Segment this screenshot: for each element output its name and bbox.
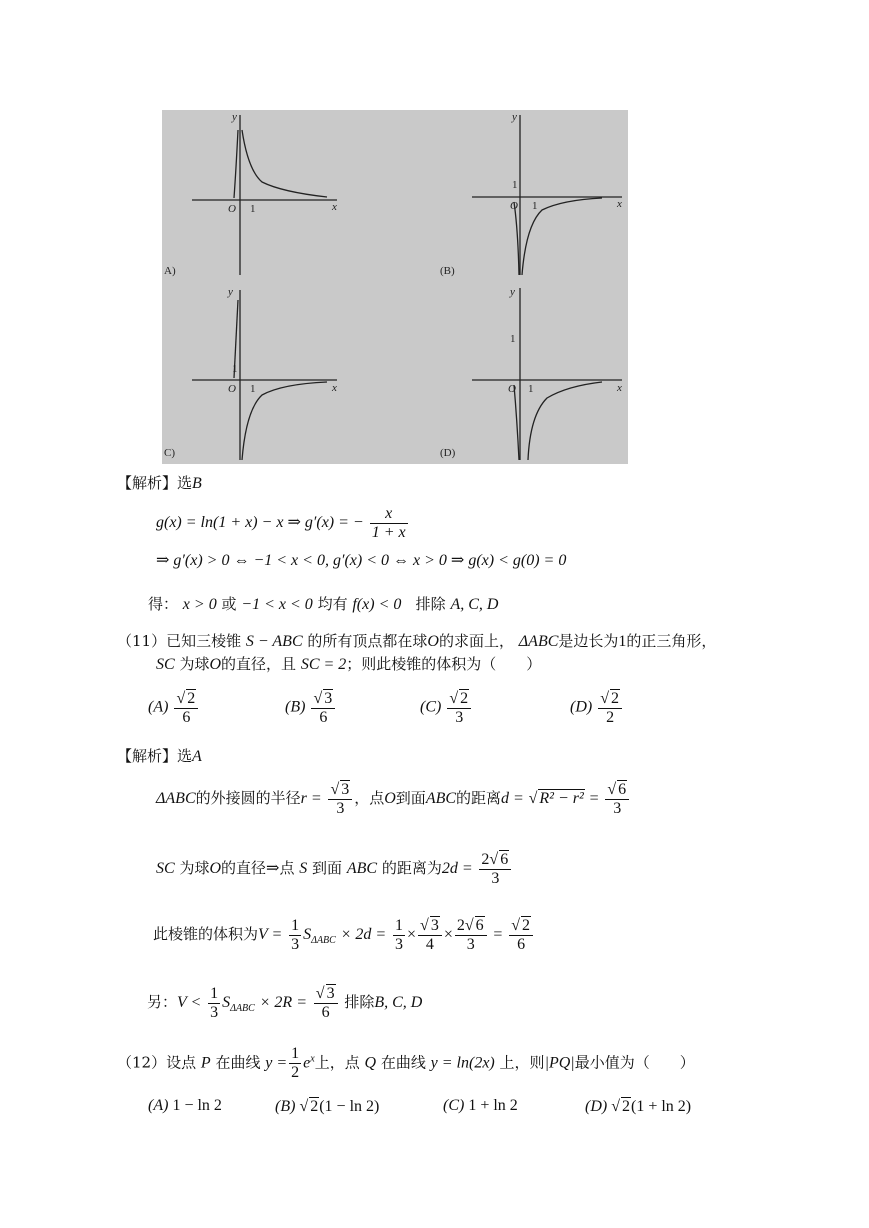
text: 的直径 — [221, 859, 267, 877]
panel-d-label: (D) — [440, 447, 456, 459]
radicand: 3 — [324, 690, 333, 707]
option-text: (1 + ln 2) — [631, 1098, 692, 1115]
text: 的距离为 — [381, 859, 442, 877]
option-label: (B) — [275, 1098, 296, 1115]
text: 点 — [279, 859, 295, 877]
math: × — [443, 926, 453, 943]
math: 2d = — [441, 860, 473, 877]
option-label: (A) — [148, 698, 169, 716]
q12-text: 设点 — [166, 1053, 197, 1072]
radicand: 2 — [611, 690, 619, 707]
analysis1-conclusion — [148, 593, 498, 614]
function-graphs-figure — [162, 110, 628, 464]
radicand: 6 — [618, 781, 627, 798]
panel-d-tick-y: 1 — [510, 333, 516, 345]
fraction-denominator: 2 — [606, 709, 615, 726]
math: O — [384, 790, 396, 807]
radicand: 3 — [341, 781, 350, 798]
q12-math: P — [200, 1054, 211, 1072]
panel-b-x-label: x — [617, 198, 622, 210]
fraction-denominator: 6 — [319, 709, 328, 726]
text: 到面 — [395, 789, 426, 807]
option-fraction — [447, 689, 471, 727]
radicand: 2 — [460, 690, 469, 707]
math: d = — [501, 790, 524, 807]
panel-b-y-label: y — [512, 111, 517, 123]
sqrt-symbol — [316, 985, 325, 1002]
fraction-denominator: 3 — [210, 1003, 219, 1021]
q11-text: 已知三棱锥 — [166, 632, 242, 650]
q12-math: |PQ| — [544, 1054, 575, 1072]
sqrt-symbol — [489, 851, 498, 868]
option-label: (D) — [585, 1098, 608, 1115]
q11-text: 的直径，且 — [221, 655, 297, 673]
fraction-denominator: 1 + x — [371, 524, 406, 541]
fraction — [455, 916, 487, 954]
math: ABC — [425, 790, 457, 807]
q12-math: Q — [364, 1054, 377, 1072]
q11-text: 为球 — [179, 655, 210, 673]
fraction-denominator: 2 — [291, 1064, 300, 1081]
q12-text: 在曲线 — [215, 1053, 261, 1072]
q12-text: 最小值为（ ） — [574, 1053, 695, 1072]
text: 排除 — [344, 993, 375, 1011]
sqrt-symbol — [511, 917, 520, 934]
option-label: (A) — [148, 1097, 169, 1114]
math: O — [209, 860, 222, 877]
text: 为球 — [179, 859, 210, 877]
fraction-denominator: 3 — [455, 709, 464, 726]
q11-text: 是边长为 — [558, 632, 619, 650]
coefficient: 2 — [456, 917, 465, 934]
math: ABC — [346, 860, 378, 877]
q12-text: 在曲线 — [380, 1053, 426, 1072]
q12-math: y = — [265, 1054, 288, 1072]
fraction-numerator: 1 — [291, 1045, 300, 1062]
radicand: 2 — [310, 1098, 319, 1115]
math: V < — [177, 994, 202, 1011]
fraction-denominator: 3 — [466, 936, 475, 953]
fraction — [393, 917, 405, 954]
subscript: ΔABC — [230, 1003, 255, 1014]
sqrt-symbol — [299, 1098, 308, 1115]
text: 此棱锥的体积为 — [153, 925, 259, 943]
panel-c-label: C) — [164, 447, 175, 459]
math: × 2d = — [340, 926, 387, 943]
option-text: 1 − ln 2 — [172, 1097, 222, 1114]
panel-a-curve-right — [242, 130, 327, 197]
fraction-denominator: 6 — [182, 709, 191, 726]
math: ⇒ — [266, 860, 280, 877]
analysis2-heading-line — [117, 745, 202, 766]
fraction-denominator: 3 — [491, 870, 500, 887]
math: × 2R = — [259, 994, 307, 1011]
q12-text: 上，则 — [499, 1053, 545, 1072]
fraction — [314, 984, 338, 1022]
q11-math: O — [427, 633, 439, 650]
q11-option-a[interactable] — [148, 689, 200, 727]
panel-a-graph — [192, 115, 337, 275]
panel-a-curve-left — [234, 130, 238, 198]
fraction-denominator: 3 — [336, 800, 345, 817]
option-fraction — [598, 689, 622, 727]
conclusion-prefix: 得： — [148, 595, 179, 613]
sqrt-symbol — [330, 781, 339, 798]
sqrt-symbol — [465, 917, 474, 934]
radicand: 2 — [187, 690, 196, 707]
fraction-denominator: 6 — [517, 936, 526, 953]
analysis2-line3 — [153, 916, 535, 954]
analysis1-answer: B — [192, 475, 202, 492]
q11-text: 的求面上， — [438, 632, 514, 650]
sqrt-symbol — [313, 690, 322, 707]
panel-a-y-label: y — [232, 111, 237, 123]
analysis1-heading: 【解析】选 — [117, 474, 193, 492]
panel-a-tick: 1 — [250, 203, 256, 215]
analysis1-line1-fraction — [370, 505, 408, 542]
sqrt-symbol — [176, 690, 185, 707]
q11-math: ΔABC — [518, 633, 559, 650]
conclusion-e: 排除 — [415, 595, 446, 613]
panel-d-y-label: y — [510, 286, 515, 298]
panel-d-graph — [472, 288, 622, 460]
math: S — [222, 994, 231, 1011]
conclusion-c: 均有 — [317, 595, 348, 613]
conclusion-d: f(x) < 0 — [352, 596, 402, 613]
radicand: 6 — [500, 851, 509, 868]
fraction — [479, 850, 511, 888]
panel-c-x-label: x — [332, 382, 337, 394]
math: S — [303, 926, 312, 943]
fraction-numerator: 1 — [210, 984, 219, 1002]
graphs-svg — [162, 110, 628, 464]
option-label: (C) — [443, 1097, 465, 1114]
text: 的外接圆的半径 — [195, 789, 301, 807]
math: × — [407, 926, 417, 943]
panel-a-origin: O — [228, 203, 236, 215]
q11-math: SC = 2 — [300, 656, 347, 673]
q11-text: 的所有顶点都在球 — [307, 632, 428, 650]
sqrt-symbol — [600, 690, 609, 707]
fraction-numerator: 1 — [395, 916, 403, 934]
sqrt-symbol — [611, 1098, 620, 1115]
radicand: 3 — [326, 985, 335, 1002]
panel-b-curve-left — [514, 202, 519, 275]
panel-b-graph — [472, 115, 622, 275]
fraction-denominator: 3 — [395, 935, 403, 953]
fraction — [509, 916, 533, 954]
radicand: 6 — [475, 917, 484, 934]
panel-d-curve-right — [528, 382, 602, 460]
fraction-denominator: 3 — [613, 800, 622, 817]
panel-b-label: (B) — [440, 265, 455, 277]
fraction — [328, 780, 352, 818]
q11-option-d[interactable] — [570, 689, 624, 727]
radicand: 2 — [622, 1098, 630, 1115]
panel-b-tick-y: 1 — [512, 179, 518, 191]
option-fraction — [174, 689, 198, 727]
panel-d-tick: 1 — [528, 383, 534, 395]
text: 另： — [147, 993, 178, 1011]
analysis1-line2: ⇒ g′(x) > 0 ⇔ −1 < x < 0, g′(x) < 0 ⇔ x > 0 ⇒ g(x) < g(0) = 0 — [156, 552, 567, 569]
conclusion-or: 或 — [221, 595, 237, 613]
math: B, C, D — [374, 994, 423, 1011]
q12-number: （12） — [117, 1053, 167, 1072]
fraction-denominator: 4 — [425, 936, 434, 953]
analysis1-line1-lhs: g(x) = ln(1 + x) − x ⇒ g′(x) = − — [156, 514, 364, 532]
analysis1-line1 — [156, 505, 410, 542]
q11-line1 — [117, 630, 716, 651]
option-label: (D) — [570, 698, 593, 716]
radicand: R² − r² — [539, 790, 584, 807]
option-fraction — [311, 689, 335, 727]
math: V = — [258, 926, 283, 943]
panel-d-x-label: x — [617, 382, 622, 394]
analysis2-line2 — [156, 850, 513, 888]
panel-a-label: A) — [164, 265, 176, 277]
q12-math: e — [303, 1054, 311, 1072]
fraction — [289, 917, 301, 954]
q12-text: 上，点 — [314, 1053, 360, 1072]
conclusion-f: A, C, D — [450, 596, 499, 613]
radicand: 3 — [430, 917, 439, 934]
coefficient: 2 — [481, 851, 490, 868]
panel-c-origin: O — [228, 383, 236, 395]
analysis1-heading-line — [117, 472, 202, 493]
sqrt-symbol — [529, 790, 538, 807]
text: ，点 — [354, 789, 385, 807]
panel-c-tick-y: 1 — [232, 363, 238, 375]
option-label: (C) — [420, 698, 442, 716]
q11-math: 1 — [618, 633, 627, 650]
text: 的距离 — [456, 789, 502, 807]
option-text: 1 + ln 2 — [468, 1097, 518, 1114]
q12-line1 — [117, 1045, 695, 1082]
fraction — [208, 985, 220, 1022]
q12-option-c[interactable] — [443, 1097, 518, 1115]
math: = — [589, 790, 599, 807]
panel-d-origin: O — [508, 383, 516, 395]
q11-math: SC — [156, 656, 175, 673]
panel-d-curve-left — [514, 385, 519, 460]
panel-c-graph — [192, 290, 337, 460]
sqrt-symbol — [420, 917, 429, 934]
option-text: (1 − ln 2) — [319, 1098, 380, 1115]
analysis2-answer: A — [192, 748, 202, 765]
q12-option-b[interactable] — [275, 1097, 379, 1116]
q12-option-a[interactable] — [148, 1097, 222, 1115]
math: ΔABC — [156, 790, 196, 807]
fraction-denominator: 3 — [291, 935, 300, 953]
panel-a-x-label: x — [332, 201, 337, 213]
fraction-denominator: 6 — [321, 1004, 330, 1021]
q11-number: （11） — [117, 632, 167, 650]
q11-option-c[interactable] — [420, 689, 473, 727]
option-label: (B) — [285, 698, 306, 716]
analysis2-line1 — [156, 780, 631, 818]
q12-option-d[interactable] — [585, 1097, 691, 1116]
analysis2-line4 — [147, 984, 422, 1022]
math: SC — [156, 860, 175, 877]
math: S — [299, 860, 308, 877]
fraction-numerator: x — [370, 505, 408, 524]
q11-line2 — [156, 653, 541, 674]
fraction — [289, 1045, 301, 1082]
superscript: x — [310, 1053, 315, 1065]
q11-text: 的正三角形， — [626, 632, 717, 650]
analysis2-heading: 【解析】选 — [117, 747, 193, 765]
q11-math: O — [209, 656, 222, 673]
fraction — [418, 916, 442, 954]
sqrt-symbol — [449, 690, 458, 707]
q11-option-b[interactable] — [285, 689, 337, 727]
math: r = — [300, 790, 322, 807]
sqrt-symbol — [607, 781, 616, 798]
fraction — [605, 780, 629, 818]
panel-c-tick: 1 — [250, 383, 256, 395]
panel-b-tick: 1 — [532, 200, 538, 212]
conclusion-b: −1 < x < 0 — [241, 596, 313, 613]
q11-math: S − ABC — [245, 633, 303, 650]
text: 到面 — [312, 859, 343, 877]
conclusion-a: x > 0 — [182, 596, 217, 613]
fraction-numerator: 1 — [291, 916, 300, 934]
panel-c-y-label: y — [228, 286, 233, 298]
q12-math: y = ln(2x) — [430, 1054, 495, 1072]
subscript: ΔABC — [311, 935, 336, 946]
q11-text: ；则此棱锥的体积为（ ） — [346, 655, 542, 673]
math: = — [493, 926, 503, 943]
radicand: 2 — [522, 917, 530, 934]
panel-b-origin: O — [510, 200, 518, 212]
